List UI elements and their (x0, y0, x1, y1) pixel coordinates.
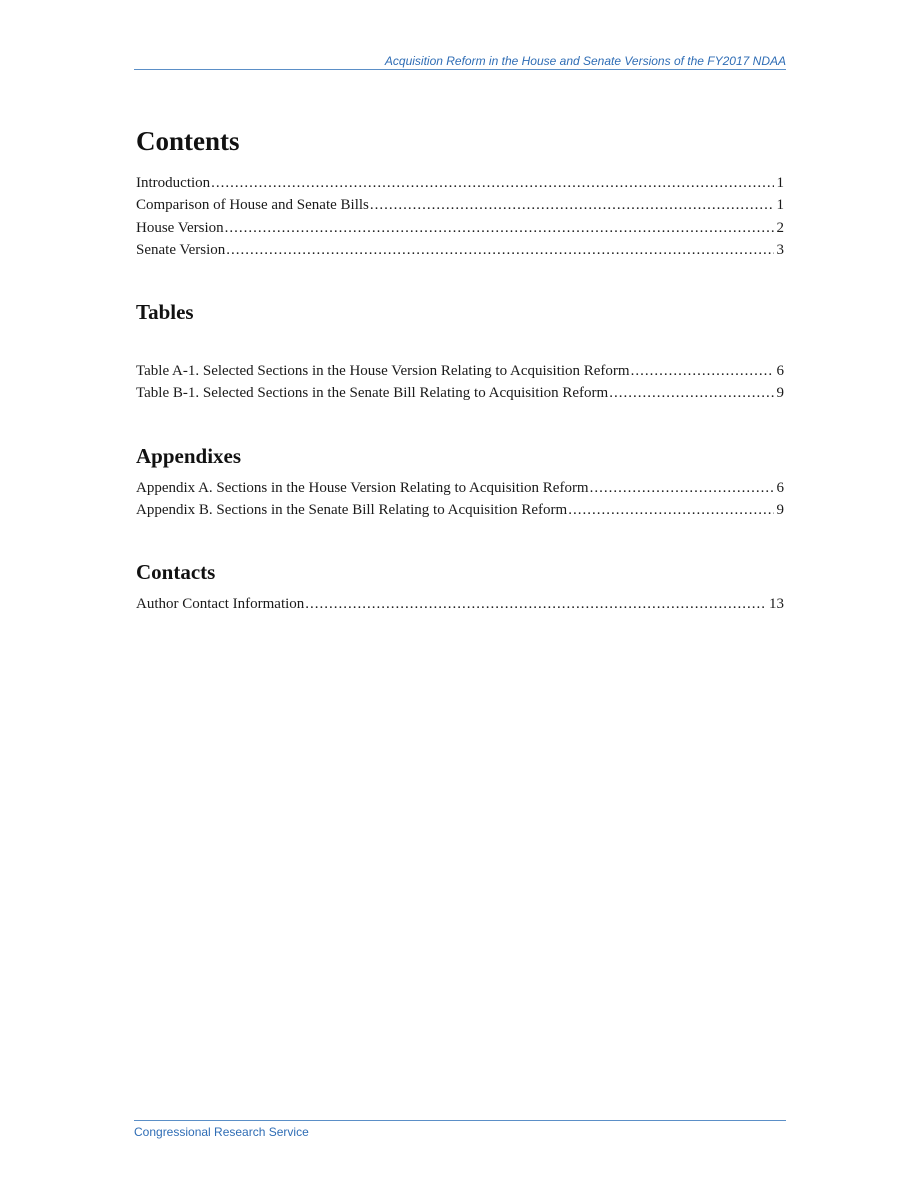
toc-leader-dots (609, 382, 773, 404)
toc-entry-author-contact[interactable] (136, 593, 784, 615)
toc-entry-page: 1 (776, 197, 784, 214)
toc-leader-dots (631, 360, 774, 382)
toc-entry-page: 6 (776, 363, 784, 379)
toc-entry-comparison[interactable] (136, 194, 784, 216)
toc-entry-page: 13 (769, 596, 784, 612)
running-header-title: Acquisition Reform in the House and Senate Versions of the FY2017 NDAA (384, 54, 786, 68)
toc-entry-label: Author Contact Information (136, 596, 305, 612)
toc-entry-page: 9 (776, 385, 784, 402)
toc-entry-appendix-b[interactable] (136, 499, 784, 521)
running-header (134, 53, 786, 70)
toc-leader-dots (568, 499, 773, 521)
toc-leader-dots (370, 194, 774, 216)
contacts-list (136, 593, 784, 615)
toc-entry-label: Table A-1. Selected Sections in the House Version Relating to Acquisition Reform (136, 363, 630, 379)
toc-entry-label: House Version (136, 219, 224, 236)
appendixes-heading: Appendixes (136, 444, 242, 468)
contents-list (136, 172, 784, 262)
contents-heading: Contents (136, 126, 240, 156)
toc-entry-label: Table B-1. Selected Sections in the Senate Bill Relating to Acquisition Reform (136, 385, 609, 402)
toc-leader-dots (590, 477, 774, 499)
toc-entry-table-a-1[interactable] (136, 360, 784, 382)
tables-heading: Tables (136, 300, 194, 324)
footer-publisher: Congressional Research Service (134, 1125, 309, 1139)
toc-leader-dots (305, 593, 766, 615)
toc-entry-page: 6 (776, 480, 784, 496)
toc-entry-appendix-a[interactable] (136, 477, 784, 499)
contacts-heading: Contacts (136, 560, 216, 584)
toc-entry-label: Appendix B. Sections in the Senate Bill Relating to Acquisition Reform (136, 502, 568, 519)
toc-entry-page: 1 (776, 175, 784, 191)
toc-entry-page: 9 (776, 502, 784, 519)
appendixes-list (136, 477, 784, 522)
toc-entry-house-version[interactable] (136, 217, 784, 239)
toc-leader-dots (226, 239, 773, 261)
toc-entry-label: Appendix A. Sections in the House Version Relating to Acquisition Reform (136, 480, 589, 496)
toc-entry-introduction[interactable] (136, 172, 784, 194)
toc-entry-label: Introduction (136, 175, 211, 191)
toc-entry-senate-version[interactable] (136, 239, 784, 261)
toc-entry-page: 2 (776, 219, 784, 236)
toc-entry-label: Senate Version (136, 242, 226, 259)
running-footer (134, 1120, 786, 1140)
toc-leader-dots (211, 172, 773, 194)
toc-leader-dots (225, 217, 774, 239)
toc-entry-label: Comparison of House and Senate Bills (136, 197, 369, 214)
tables-list (136, 360, 784, 405)
toc-entry-page: 3 (776, 242, 784, 259)
toc-entry-table-b-1[interactable] (136, 382, 784, 404)
